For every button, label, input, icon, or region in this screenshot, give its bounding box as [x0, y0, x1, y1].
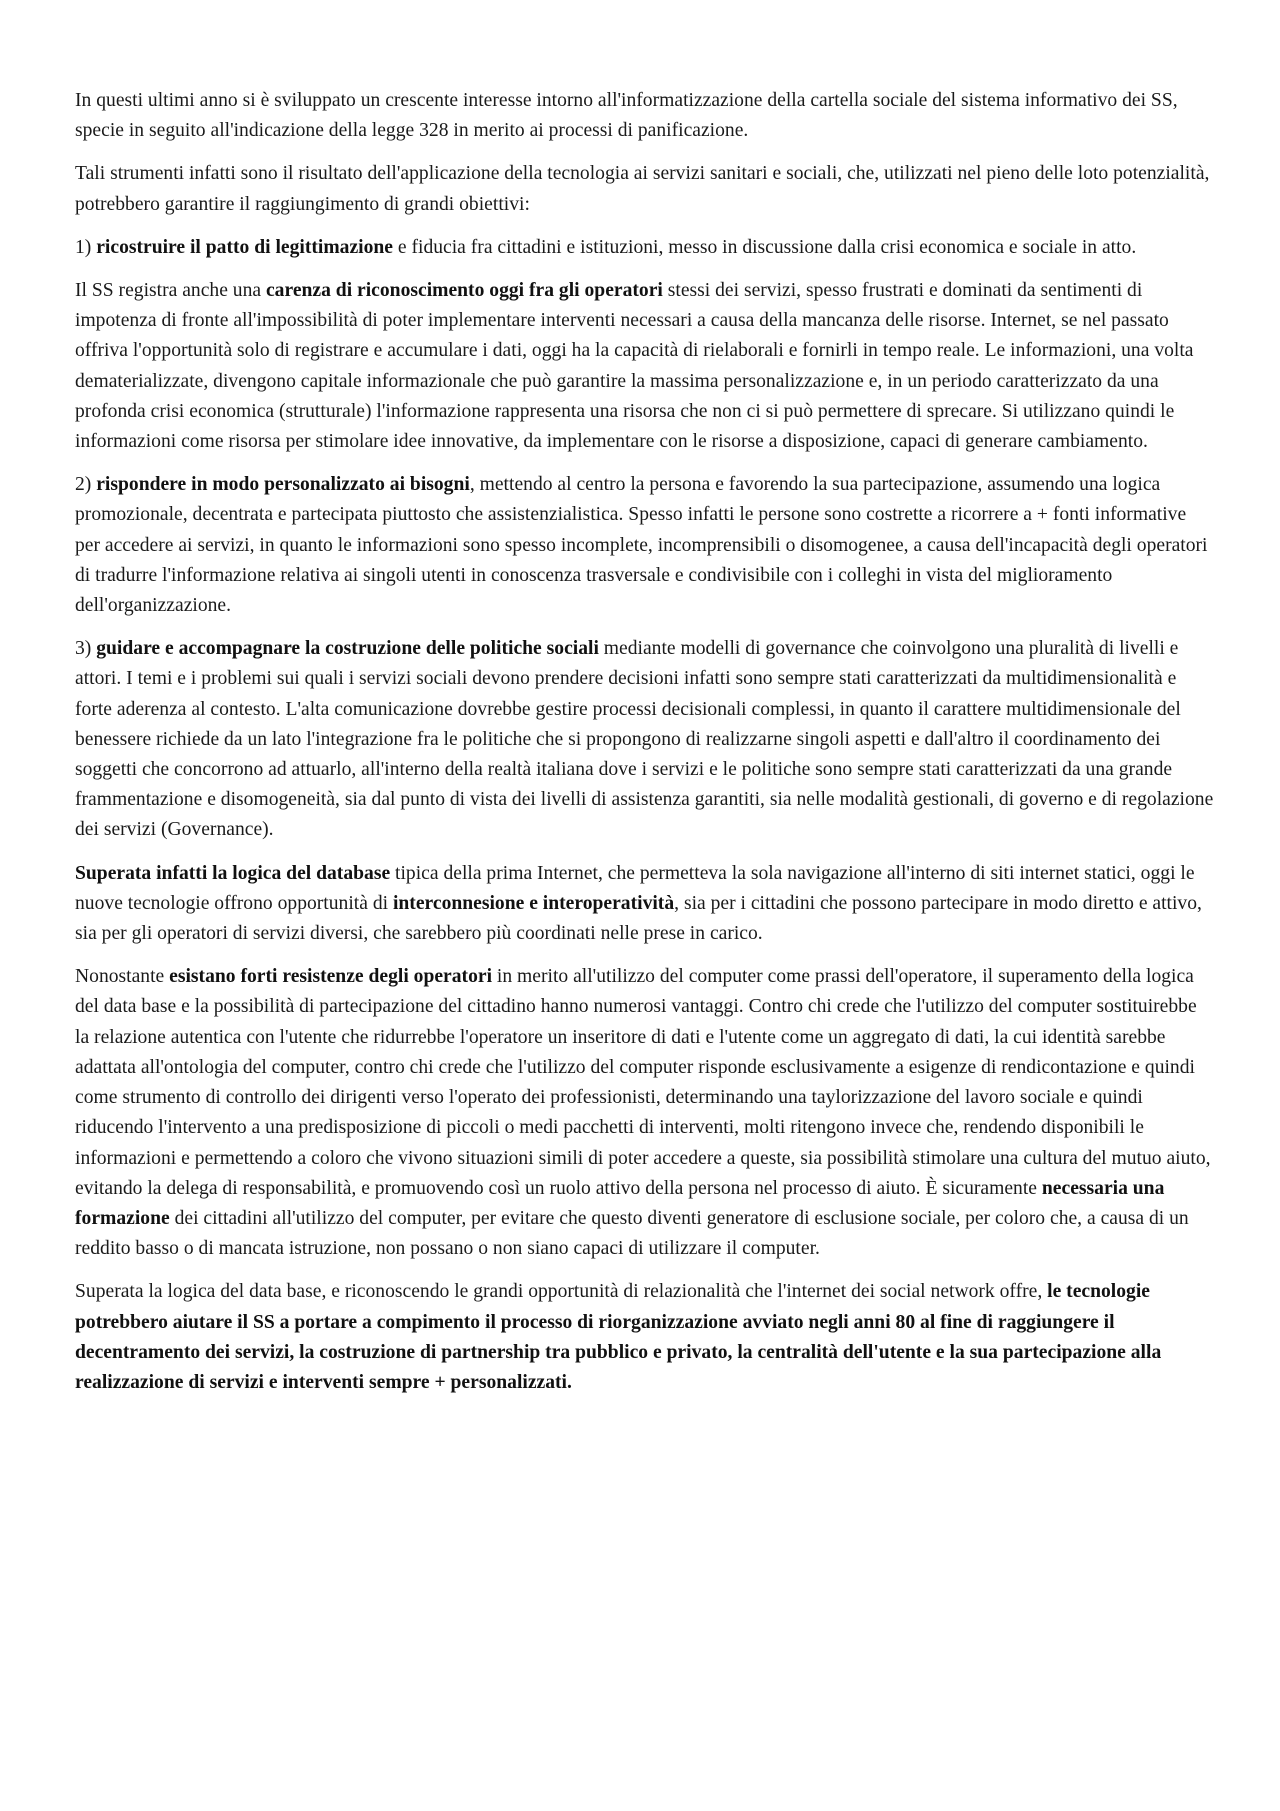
paragraph-objective-1 — [75, 233, 1215, 263]
paragraph-conclusion — [75, 1277, 1215, 1398]
text-segment: Tali strumenti infatti sono il risultato dell'applicazione della tecnologia ai servizi sanitari e sociali, che, utilizzati nel pieno delle loto potenzialità, potrebbero garantire il raggiungimento di grandi obiettivi: — [75, 163, 1210, 215]
text-segment: e fiducia fra cittadini e istituzioni, messo in discussione dalla crisi economica e sociale in atto. — [392, 236, 1137, 258]
bold-phrase: ricostruire il patto di legittimazione — [96, 236, 393, 258]
text-segment: mediante modelli di governance che coinvolgono una pluralità di livelli e attori. I temi e i problemi sui quali i servizi sociali devono prendere decisioni infatti sono sempre stati caratterizzati da multidimensionalità e forte aderenza al contesto. L'alta comunicazione dovrebbe gestire processi decisionali complessi, in quanto il carattere multidimensionale del benessere richiede da un lato l'integrazione fra le politiche che si propongono di realizzarne singoli aspetti e dall'altro il coordinamento dei soggetti che concorrono ad attuarlo, all'interno della realtà italiana dove i servizi e le politiche sono sempre stati caratterizzati da una grande frammentazione e disomogeneità, sia dal punto di vista dei livelli di assistenza garantiti, sia nelle modalità gestionali, di governo e di regolazione dei servizi (Governance). — [75, 638, 1214, 841]
bold-phrase: Superata infatti la logica del database — [75, 862, 391, 884]
paragraph-intro — [75, 86, 1215, 146]
text-segment: 1) — [75, 236, 97, 258]
paragraph-tools — [75, 159, 1215, 219]
text-segment: in merito all'utilizzo del computer come prassi dell'operatore, il superamento della logica del data base e la possibilità di partecipazione del cittadino hanno numerosi vantaggi. Contro chi crede che l'utilizzo del computer sostituirebbe la relazione autentica con l'utente che ridurrebbe l'operatore un inseritore di dati e l'utente come un aggregato di dati, la cui identità sarebbe adattata all'ontologia del computer, contro chi crede che l'utilizzo del computer risponde esclusivamente a esigenze di rendicontazione e quindi come strumento di controllo dei dirigenti verso l'operato dei professionisti, determinando una taylorizzazione del lavoro sociale e quindi riducendo l'intervento a una predisposizione di piccoli o medi pacchetti di interventi, molti ritengono invece che, rendendo disponibili le informazioni e permettendo a coloro che vivono situazioni simili di poter accedere a queste, sia possibilità stimolare una cultura del mutuo aiuto, evitando la delega di responsabilità, e promuovendo così un ruolo attivo della persona nel processo di aiuto. È sicuramente — [75, 966, 1211, 1199]
text-segment: Il SS registra anche una — [75, 280, 266, 302]
text-segment: , mettendo al centro la persona e favorendo la sua partecipazione, assumendo una logica promozionale, decentrata e partecipata piuttosto che assistenzialistica. Spesso infatti le persone sono costrette a ricorrere a + fonti informative per accedere ai servizi, in quanto le informazioni sono spesso incomplete, incomprensibili o disomogenee, a causa dell'incapacità degli operatori di tradurre l'informazione relativa ai singoli utenti in conoscenza trasversale e condivisibile con i colleghi in vista del miglioramento dell'organizzazione. — [75, 474, 1208, 617]
text-segment: stessi dei servizi, spesso frustrati e dominati da sentimenti di impotenza di fronte all'impossibilità di poter implementare interventi necessari a causa della mancanza delle risorse. Internet, se nel passato offriva l'opportunità solo di registrare e accumulare i dati, oggi ha la capacità di rielaborali e fornirli in tempo reale. Le informazioni, una volta dematerializzate, divengono capitale informazionale che può garantire la massima personalizzazione e, in un periodo caratterizzato da una profonda crisi economica (strutturale) l'informazione rappresenta una risorsa che non ci si può permettere di sprecare. Si utilizzano quindi le informazioni come risorsa per stimolare idee innovative, da implementare con le risorse a disposizione, capaci di generare cambiamento. — [75, 280, 1194, 453]
bold-phrase: carenza di riconoscimento oggi fra gli operatori — [265, 280, 663, 302]
text-segment: Nonostante — [75, 966, 170, 988]
paragraph-recognition — [75, 276, 1215, 457]
text-segment: , sia per i cittadini che possono partecipare in modo diretto e attivo, sia per gli operatori di servizi diversi, che sarebbero più coordinati nelle prese in carico. — [75, 892, 1202, 945]
bold-phrase: rispondere in modo personalizzato ai bisogni — [96, 474, 470, 496]
bold-phrase: interconnesione e interoperatività — [392, 892, 675, 914]
bold-phrase: necessaria una formazione — [75, 1177, 1165, 1229]
paragraph-objective-3 — [75, 634, 1215, 845]
text-segment: dei cittadini all'utilizzo del computer, per evitare che questo diventi generatore di esclusione sociale, per coloro che, a causa di un reddito basso o di mancata istruzione, non possano o non siano capaci di utilizzare il computer. — [75, 1207, 1189, 1260]
text-segment: tipica della prima Internet, che permetteva la sola navigazione all'interno di siti internet statici, oggi le nuove tecnologie offrono opportunità di — [75, 862, 1195, 914]
text-segment: In questi ultimi anno si è sviluppato un crescente interesse intorno all'informatizzazione della cartella sociale del sistema informativo dei SS, specie in seguito all'indicazione della legge 328 in merito ai processi di panificazione. — [75, 90, 1178, 142]
bold-phrase: le tecnologie potrebbero aiutare il SS a portare a compimento il processo di riorganizzazione avviato negli anni 80 al fine di raggiungere il decentramento dei servizi, la costruzione di partnership tra pubblico e privato, la centralità dell'utente e la sua partecipazione alla realizzazione di servizi e interventi sempre + personalizzati. — [75, 1281, 1162, 1393]
text-segment: 3) — [75, 638, 97, 660]
bold-phrase: esistano forti resistenze degli operatori — [169, 966, 493, 988]
paragraph-database — [75, 859, 1215, 950]
document-page — [75, 86, 1215, 1411]
paragraph-objective-2 — [75, 470, 1215, 621]
bold-phrase: guidare e accompagnare la costruzione delle politiche sociali — [96, 638, 599, 660]
paragraph-resistance — [75, 962, 1215, 1264]
text-segment: 2) — [75, 474, 97, 496]
text-segment: Superata la logica del data base, e riconoscendo le grandi opportunità di relazionalità che l'internet dei social network offre, — [75, 1281, 1048, 1303]
